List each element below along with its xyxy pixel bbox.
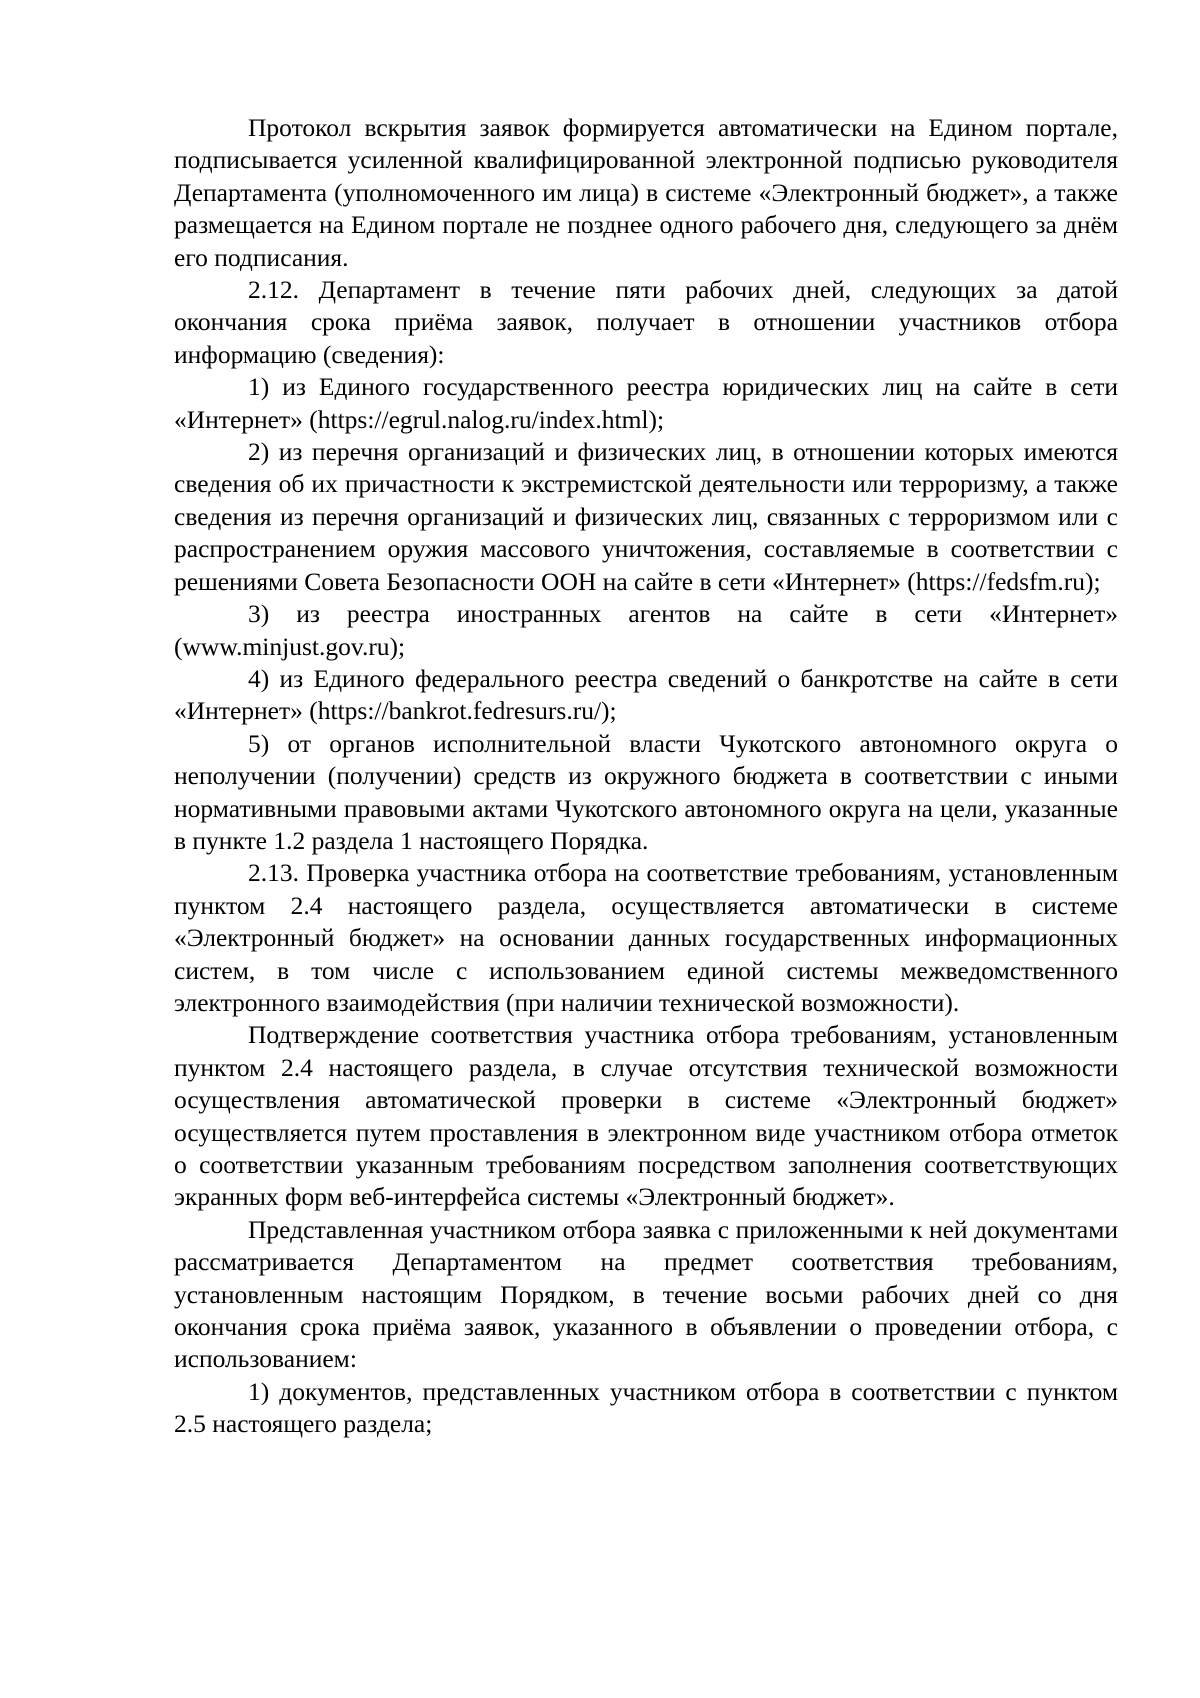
list-item-3-foreign-agents: 3) из реестра иностранных агентов на сайте в сети «Интернет» (www.minjust.gov.ru); (174, 599, 1118, 661)
paragraph-2-12: 2.12. Департамент в течение пяти рабочих дней, следующих за датой окончания срока приёма заявок, получает в отношении участников отбора информацию (сведения): (174, 275, 1118, 369)
paragraph-2-13: 2.13. Проверка участника отбора на соответствие требованиям, установленным пунктом 2.4 настоящего раздела, осуществляется автоматически в системе «Электронный бюджет» на основании данных государственных информационных систем, в том числе с использованием единой системы межведомственного электронного взаимодействия (при наличии технической возможности). (174, 858, 1118, 1017)
paragraph-confirmation: Подтверждение соответствия участника отбора требованиям, установленным пунктом 2.4 настоящего раздела, в случае отсутствия технической возможности осуществления автоматической проверки в системе «Электронный бюджет» осуществляется путем проставления в электронном виде участником отбора отметок о соответствии указанным требованиям посредством заполнения соответствующих экранных форм веб-интерфейса системы «Электронный бюджет». (174, 1020, 1118, 1212)
list-item-4-bankruptcy: 4) из Единого федерального реестра сведений о банкротстве на сайте в сети «Интернет» (https://bankrot.fedresurs.ru/); (174, 663, 1118, 726)
document-body (174, 112, 1118, 1441)
list-item-1-documents: 1) документов, представленных участником отбора в соответствии с пунктом 2.5 настоящего раздела; (174, 1376, 1118, 1439)
list-item-2-fedsfm: 2) из перечня организаций и физических лиц, в отношении которых имеются сведения об их причастности к экстремистской деятельности или терроризму, а также сведения из перечня организаций и физических лиц, связанных с терроризмом или с распространением оружия массового уничтожения, составляемые в соответствии с решениями Совета Безопасности ООН на сайте в сети «Интернет» (https://fedsfm.ru); (174, 437, 1118, 596)
list-item-1-egrul: 1) из Единого государственного реестра юридических лиц на сайте в сети «Интернет» (https://egrul.nalog.ru/index.html); (174, 372, 1118, 434)
paragraph-protocol: Протокол вскрытия заявок формируется автоматически на Едином портале, подписывается усиленной квалифицированной электронной подписью руководителя Департамента (уполномоченного им лица) в системе «Электронный бюджет», а также размещается на Едином портале не позднее одного рабочего дня, следующего за днём его подписания. (174, 113, 1118, 272)
paragraph-review: Представленная участником отбора заявка с приложенными к ней документами рассматривается Департаментом на предмет соответствия требованиям, установленным настоящим Порядком, в течение восьми рабочих дней со дня окончания срока приёма заявок, указанного в объявлении о проведении отбора, с использованием: (174, 1214, 1118, 1374)
list-item-5-executive-bodies: 5) от органов исполнительной власти Чукотского автономного округа о неполучении (получении) средств из окружного бюджета в соответствии с иными нормативными правовыми актами Чукотского автономного округа на цели, указанные в пункте 1.2 раздела 1 настоящего Порядка. (174, 728, 1118, 855)
